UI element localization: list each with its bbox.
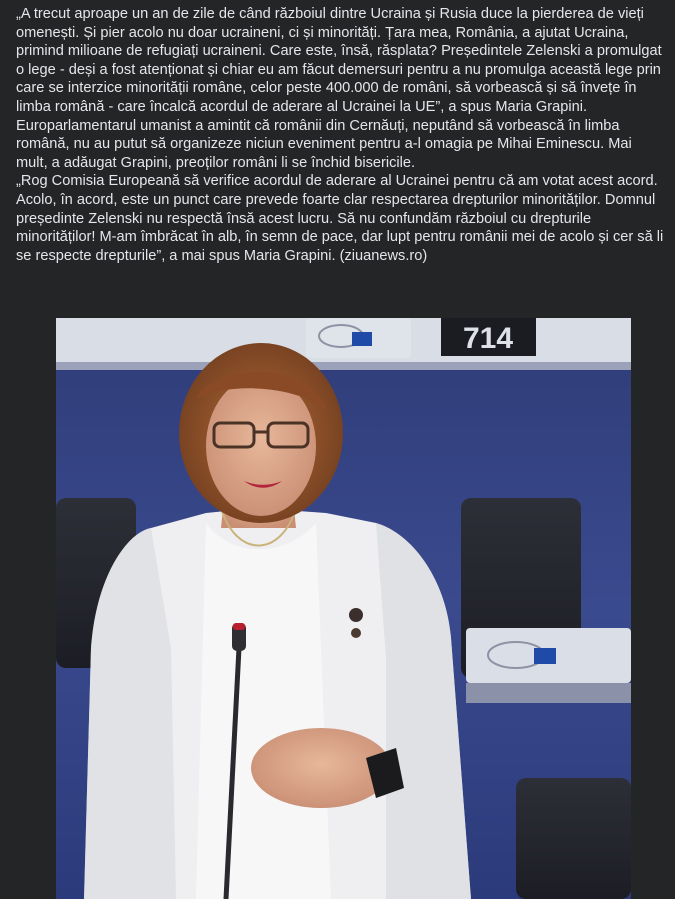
- post-photo[interactable]: [56, 318, 631, 899]
- eu-flag-icon: [352, 332, 372, 346]
- post-paragraph-3: „Rog Comisia Europeană să verifice acordul de aderare al Ucrainei pentru că am votat acest acord. Acolo, în acord, este un punct care prevede foarte clar respectarea drepturilor minorităților. Domnul președinte Zelenski nu respectă însă acest lucru. Să nu confundăm războiul cu drepturile minorităților! M-am îmbrăcat în alb, în semn de pace, dar lupt pentru românii mei de acolo și cer să li se respecte drepturile”, a mai spus Maria Grapini. (ziuanews.ro): [16, 173, 664, 264]
- eu-flag-icon: [534, 648, 556, 664]
- post-paragraph-2: Europarlamentarul umanist a amintit că românii din Cernăuți, neputând să vorbească în limba română, nu au putut să organizeze niciun eveniment pentru a-l omagia pe Mihai Eminescu. Mai mult, a adăugat Grapini, preoților români li se închid bisericile.: [16, 117, 632, 171]
- brooch-icon: [349, 608, 363, 622]
- seat: [516, 778, 631, 899]
- desk-number-sign: 714: [462, 322, 514, 355]
- post-photo-area: [0, 318, 675, 899]
- post-text: [0, 0, 675, 318]
- post-paragraph-1: „A trecut aproape un an de zile de când războiul dintre Ucraina și Rusia duce la pierderea de vieți omenești. Și pier acolo nu doar ucraineni, ci și minorități. Țara mea, România, a ajutat Ucraina, primind milioane de refugiați ucraineni. Care este, însă, răsplata? Președintele Zelenski a promulgat o lege - deși a fost atenționat și chiar eu am făcut demersuri pentru a nu promulga această lege prin care se interzice minorității române, celor peste 400.000 de români, să vorbească și să învețe în limba română - care încalcă acordul de aderare al Ucrainei la UE”, a spus Maria Grapini.: [16, 6, 662, 115]
